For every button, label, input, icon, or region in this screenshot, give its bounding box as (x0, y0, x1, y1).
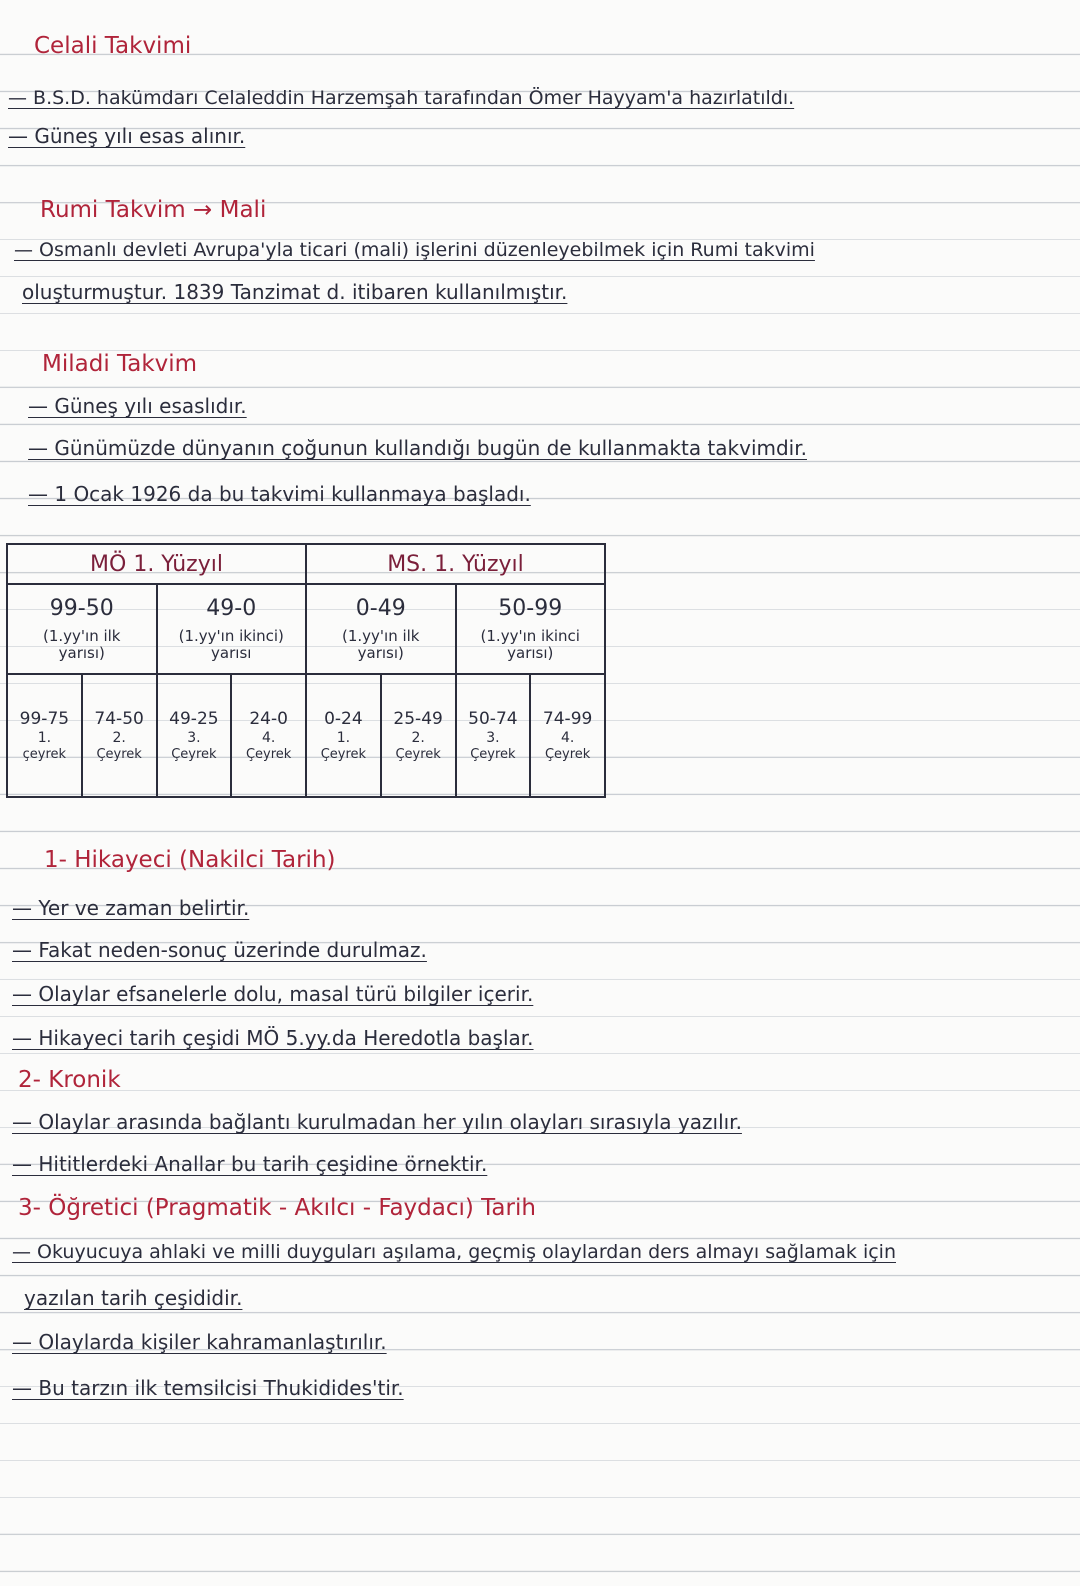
quarter-range: 74-50 (94, 708, 144, 729)
half-range: 99-50 (49, 596, 114, 621)
quarter-cell (456, 674, 531, 797)
half-desc: (1.yy'ın ikinci (480, 627, 580, 645)
rumi-title-row (40, 196, 266, 224)
half-desc: yarısı (211, 644, 252, 662)
half-desc: (1.yy'ın ilk (42, 627, 121, 645)
quarter-label: Çeyrek (245, 746, 292, 762)
quarter-label: Çeyrek (395, 746, 441, 762)
kronik-line-2: — Hititlerdeki Anallar bu tarih çeşidine örnektir. (12, 1152, 488, 1176)
quarter-label: çeyrek (22, 746, 67, 762)
celali-title: Celali Takvimi (34, 33, 192, 59)
quarter-number: 4. (261, 729, 276, 746)
ogretici-line-2: yazılan tarih çeşididir. (24, 1286, 243, 1310)
half-desc: (1.yy'ın ilk (341, 627, 420, 645)
hikayeci-line-1: — Yer ve zaman belirtir. (12, 896, 250, 920)
era-header-bc: MÖ 1. Yüzyıl (7, 544, 306, 584)
quarter-range: 50-74 (468, 708, 518, 729)
hikayeci-title: 1- Hikayeci (Nakilci Tarih) (44, 847, 336, 873)
half-desc: yarısı) (58, 644, 105, 662)
quarter-number: 1. (37, 729, 52, 746)
half-desc: yarısı) (357, 644, 404, 662)
half-cell (7, 584, 157, 674)
celali-line-2: — Güneş yılı esas alınır. (8, 124, 246, 148)
era-header-ad: MS. 1. Yüzyıl (306, 544, 605, 584)
half-range: 0-49 (355, 596, 406, 621)
arrow-right-icon: → (193, 197, 213, 223)
century-table (6, 543, 606, 798)
half-desc: yarısı) (507, 644, 554, 662)
celali-line-1: — B.S.D. hakümdarı Celaleddin Harzemşah tarafından Ömer Hayyam'a hazırlatıldı. (8, 87, 795, 109)
rumi-note: Mali (219, 197, 267, 223)
hikayeci-line-4: — Hikayeci tarih çeşidi MÖ 5.yy.da Heredotla başlar. (12, 1026, 534, 1050)
quarter-cell (7, 674, 82, 797)
hikayeci-line-3: — Olaylar efsanelerle dolu, masal türü bilgiler içerir. (12, 982, 534, 1006)
hikayeci-line-2: — Fakat neden-sonuç üzerinde durulmaz. (12, 938, 427, 962)
miladi-line-2: — Günümüzde dünyanın çoğunun kullandığı bugün de kullanmakta takvimdir. (28, 436, 807, 460)
quarter-cell (157, 674, 232, 797)
quarter-range: 74-99 (542, 708, 593, 729)
half-desc: (1.yy'ın ikinci) (178, 627, 284, 645)
rumi-title: Rumi Takvim (40, 197, 186, 223)
quarter-cell (82, 674, 157, 797)
half-range: 49-0 (206, 596, 257, 621)
quarter-number: 3. (187, 729, 201, 746)
rumi-line-1: — Osmanlı devleti Avrupa'yla ticari (mali) işlerini düzenleyebilmek için Rumi takvimi (14, 239, 815, 261)
quarter-cell (231, 674, 306, 797)
quarter-range: 24-0 (249, 708, 288, 729)
quarter-label: Çeyrek (320, 746, 367, 762)
quarter-label: Çeyrek (470, 746, 516, 762)
half-cell (306, 584, 456, 674)
miladi-line-1: — Güneş yılı esaslıdır. (28, 394, 247, 418)
ogretici-line-4: — Bu tarzın ilk temsilcisi Thukidides'tir. (12, 1376, 404, 1400)
quarter-range: 25-49 (393, 708, 443, 729)
quarter-number: 3. (486, 729, 500, 746)
ogretici-title: 3- Öğretici (Pragmatik - Akılcı - Faydacı) Tarih (18, 1195, 536, 1221)
kronik-title: 2- Kronik (18, 1067, 121, 1093)
quarter-number: 4. (560, 729, 575, 746)
quarter-range: 49-25 (169, 708, 219, 729)
quarter-label: Çeyrek (96, 746, 142, 762)
miladi-title: Miladi Takvim (42, 351, 198, 377)
kronik-line-1: — Olaylar arasında bağlantı kurulmadan her yılın olayları sırasıyla yazılır. (12, 1110, 742, 1134)
quarter-number: 2. (112, 729, 126, 746)
quarter-cell (381, 674, 456, 797)
half-range: 50-99 (498, 596, 563, 621)
quarter-range: 99-75 (19, 708, 70, 729)
miladi-line-3: — 1 Ocak 1926 da bu takvimi kullanmaya başladı. (28, 482, 531, 506)
quarter-number: 1. (336, 729, 351, 746)
rumi-line-2: oluşturmuştur. 1839 Tanzimat d. itibaren kullanılmıştır. (22, 280, 568, 304)
half-cell (157, 584, 307, 674)
quarter-cell (530, 674, 605, 797)
quarter-label: Çeyrek (171, 746, 217, 762)
ogretici-line-3: — Olaylarda kişiler kahramanlaştırılır. (12, 1330, 387, 1354)
ogretici-line-1: — Okuyucuya ahlaki ve milli duyguları aşılama, geçmiş olaylardan ders almayı sağlamak için (12, 1241, 896, 1263)
quarter-range: 0-24 (324, 708, 363, 729)
quarter-number: 2. (411, 729, 425, 746)
quarter-cell (306, 674, 381, 797)
quarter-label: Çeyrek (544, 746, 591, 762)
half-cell (456, 584, 606, 674)
